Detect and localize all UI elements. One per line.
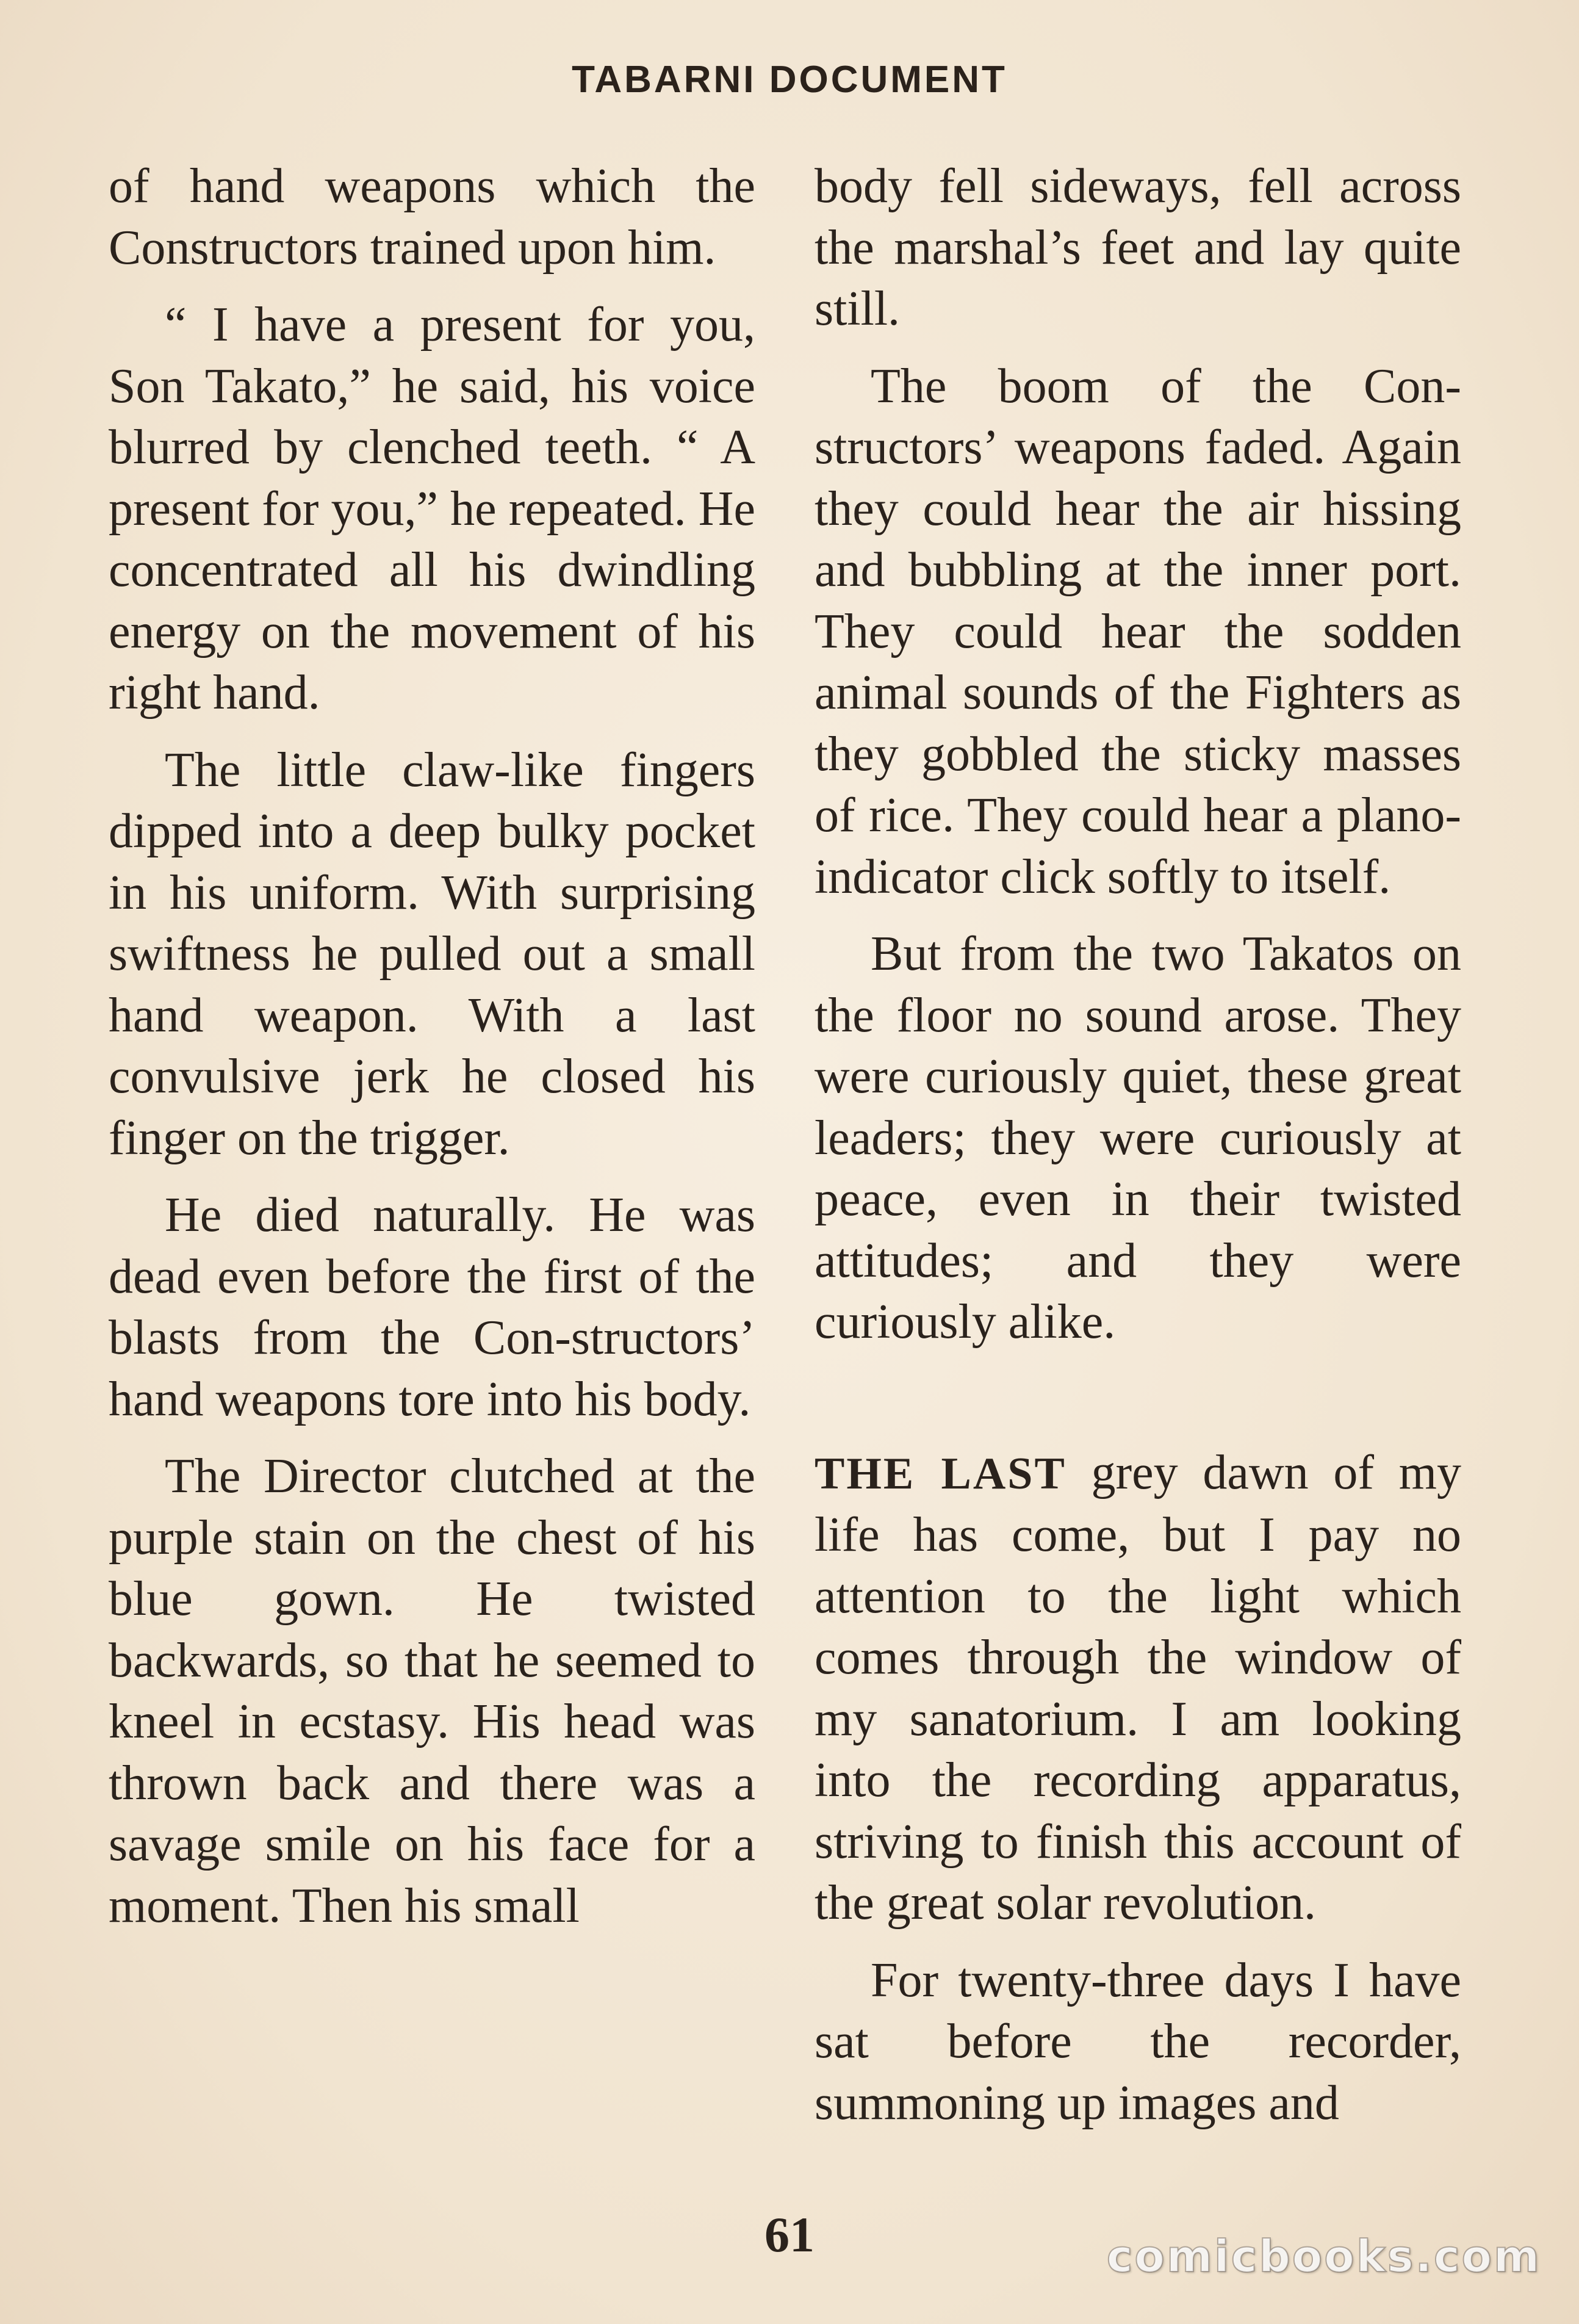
section-lead-smallcaps: THE LAST <box>815 1448 1066 1499</box>
page-number: 61 <box>764 2207 815 2262</box>
section-break <box>815 1369 1461 1442</box>
paragraph <box>815 1442 1461 1934</box>
paragraph: “ I have a present for you, Son Takato,” he said, his voice blurred by clenched teeth. “ A present for you,” he repeated. He concentrated all his dwindling energy on the movement of his right hand. <box>109 298 755 720</box>
paragraph: body fell sideways, fell across the marshal’s feet and lay quite still. <box>815 159 1461 336</box>
paragraph: He died naturally. He was dead even before the first of the blasts from the Con-structors’ hand weapons tore into his body. <box>109 1188 755 1426</box>
paragraph: But from the two Takatos on the floor no sound arose. They were curiously quiet, these great leaders; they were curiously at peace, even in their twisted attitudes; and they were curiously alike. <box>815 927 1461 1349</box>
paragraph: For twenty-three days I have sat before the recorder, summoning up images and <box>815 1953 1461 2130</box>
paragraph: The little claw-like fingers dipped into a deep bulky pocket in his uniform. With surprising swiftness he pulled out a small hand weapon. With a last convulsive jerk he closed his finger on the trigger. <box>109 743 755 1165</box>
paragraph: The boom of the Con-structors’ weapons faded. Again they could hear the air hissing and bubbling at the inner port. They could hear the sodden animal sounds of the Fighters as they gobbled the sticky masses of rice. They could hear a plano-indicator click softly to itself. <box>815 359 1461 904</box>
paragraph-text: grey dawn of my life has come, but I pay no attention to the light which comes through the window of my sanatorium. I am looking into the recording apparatus, striving to finish this account of the great solar revolution. <box>815 1445 1461 1930</box>
right-column <box>815 156 1461 2149</box>
paragraph: of hand weapons which the Constructors trained upon him. <box>109 159 755 275</box>
left-column <box>109 156 755 1952</box>
running-head: TABARNI DOCUMENT <box>572 59 1007 101</box>
watermark-text: comicbooks.com <box>1106 2231 1541 2282</box>
paragraph: The Director clutched at the purple stain on the chest of his blue gown. He twisted backwards, so that he seemed to kneel in ecstasy. His head was thrown back and there was a savage smile on his face for a moment. Then his small <box>109 1449 755 1933</box>
